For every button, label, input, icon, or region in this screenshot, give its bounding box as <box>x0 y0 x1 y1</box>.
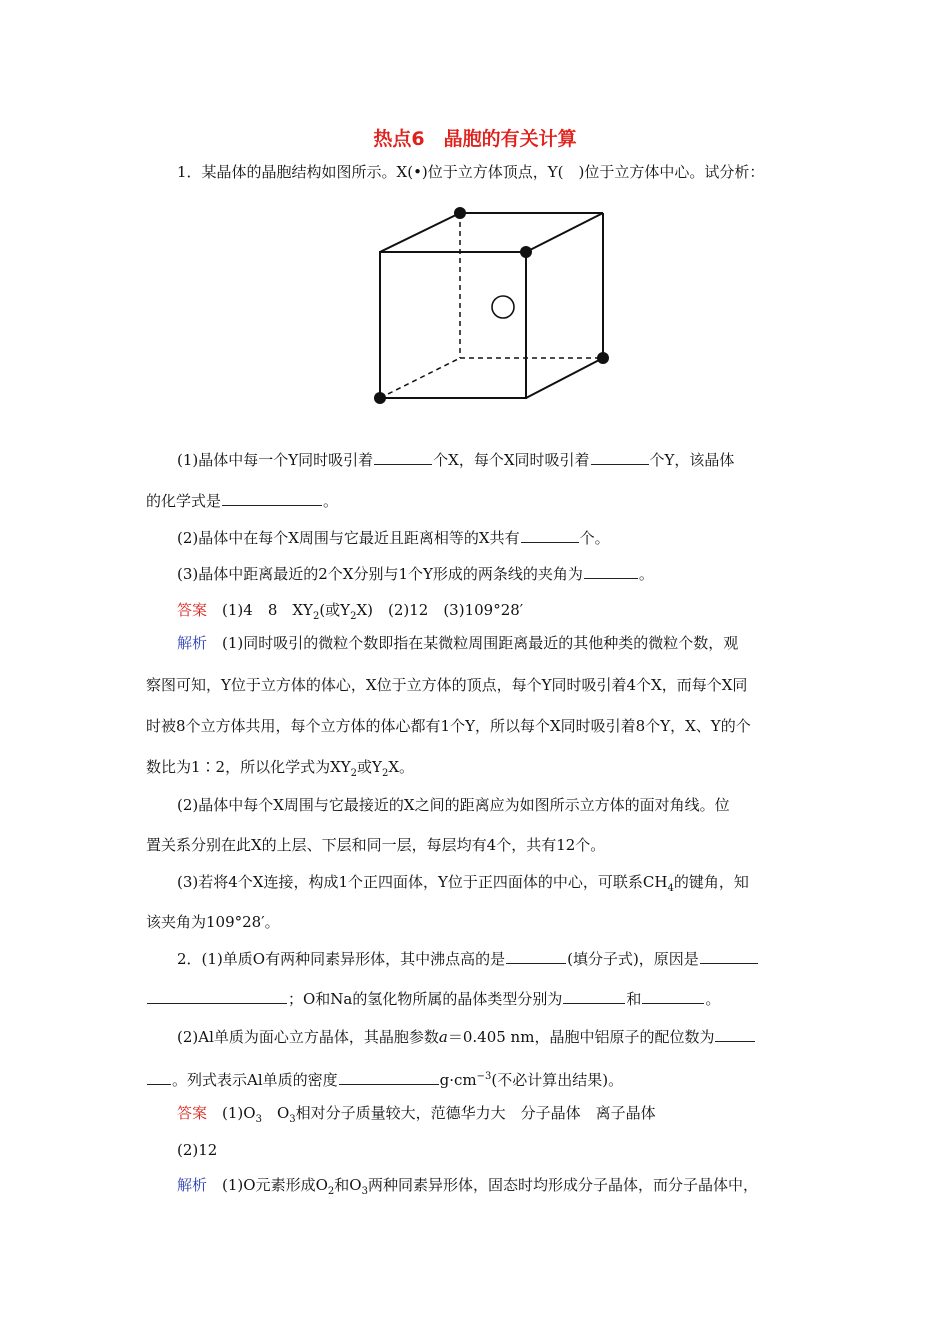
blank-9 <box>563 989 625 1004</box>
q2-line4: 。列式表示Al单质的密度 $g\cdot cm^{-3}$(不必计算出结果)。 <box>146 1067 623 1090</box>
analysis-label: 解析 <box>177 1176 208 1194</box>
x-atom-dot <box>374 392 386 404</box>
q1-analysis-line7: (3)若将4个X连接，构成1个正四面体，Y位于正四面体的中心，可联系$CH_4$的键角，知 <box>177 873 749 894</box>
edge-tl <box>380 213 460 252</box>
q2-line2: ；O和Na的氢化物所属的晶体类型分别为 和 。 <box>146 989 720 1009</box>
answer-label: 答案 <box>177 1104 208 1122</box>
blank-8 <box>147 989 287 1004</box>
hidden-edge-diagonal <box>380 358 460 398</box>
answer-label: 答案 <box>177 601 208 619</box>
q1-part1-line1: (1)晶体中每一个Y同时吸引着 个X，每个X同时吸引着 个Y，该晶体 <box>177 451 735 469</box>
blank-5 <box>584 564 638 579</box>
y-atom-circle <box>492 296 514 318</box>
front-face <box>380 252 526 398</box>
blank-4 <box>521 528 579 543</box>
page-title: 热点6 晶胞的有关计算 <box>373 128 577 150</box>
q1-analysis-line6: 置关系分别在此X的上层、下层和同一层，每层均有4个，共有12个。 <box>146 836 606 854</box>
q1-part2: (2)晶体中在每个X周围与它最近且距离相等的X共有 个。 <box>177 529 610 547</box>
blank-11-cont <box>147 1070 171 1085</box>
edge-br <box>526 358 603 398</box>
blank-3 <box>222 491 322 506</box>
q1-analysis-line5: (2)晶体中每个X周围与它最接近的X之间的距离应为如图所示立方体的面对角线。位 <box>177 796 730 814</box>
q2-analysis-line1: 解析 (1)O元素形成$O_2$和$O_3$两种同素异形体，固态时均形成分子晶体，而分子晶体中， <box>177 1176 758 1197</box>
x-atom-dot <box>454 207 466 219</box>
blank-10 <box>642 989 704 1004</box>
blank-1 <box>374 450 432 465</box>
q2-answer-part2: (2)12 <box>177 1141 218 1159</box>
blank-12 <box>339 1070 439 1085</box>
q1-answer: 答案 (1)4 8 $XY_2$(或$Y_2X$) (2)12 (3)109°28′ <box>177 601 524 622</box>
q2-line1: 2．(1)单质O有两种同素异形体，其中沸点高的是 (填分子式)，原因是 <box>177 949 759 969</box>
blank-11 <box>715 1027 755 1042</box>
blank-7 <box>700 949 758 964</box>
q1-stem: 1．某晶体的晶胞结构如图所示。X(•)位于立方体顶点，Y( )位于立方体中心。试分析： <box>177 163 765 181</box>
edge-tr <box>526 213 603 252</box>
q1-analysis-line1: 解析 (1)同时吸引的微粒个数即指在某微粒周围距离最近的其他种类的微粒个数，观 <box>177 634 739 652</box>
q1-analysis-line8: 该夹角为109°28′。 <box>146 913 280 931</box>
x-atom-dot <box>520 246 532 258</box>
q2-line3: (2)Al单质为面心立方晶体，其晶胞参数a＝0.405 nm，晶胞中铝原子的配位数为 <box>177 1027 756 1047</box>
q1-analysis-line2: 察图可知，Y位于立方体的体心，X位于立方体的顶点，每个Y同时吸引着4个X，而每个X同 <box>146 676 748 694</box>
q1-analysis-line4: 数比为1∶2，所以化学式为$XY_2$或$Y_2X$。 <box>146 758 415 779</box>
q1-part1-line2: 的化学式是 。 <box>146 492 339 510</box>
analysis-label: 解析 <box>177 634 208 652</box>
q1-analysis-line3: 时被8个立方体共用，每个立方体的体心都有1个Y，所以每个X同时吸引着8个Y，X、Y的个 <box>146 717 751 735</box>
blank-6 <box>506 949 566 964</box>
q1-part3: (3)晶体中距离最近的2个X分别与1个Y形成的两条线的夹角为 。 <box>177 565 654 583</box>
blank-2 <box>591 450 649 465</box>
unit-cell-diagram <box>360 200 620 410</box>
q2-answer: 答案 $(1)O_3$ $O_3$相对分子质量较大，范德华力大 分子晶体 离子晶体 <box>177 1104 656 1125</box>
x-atom-dot <box>597 352 609 364</box>
